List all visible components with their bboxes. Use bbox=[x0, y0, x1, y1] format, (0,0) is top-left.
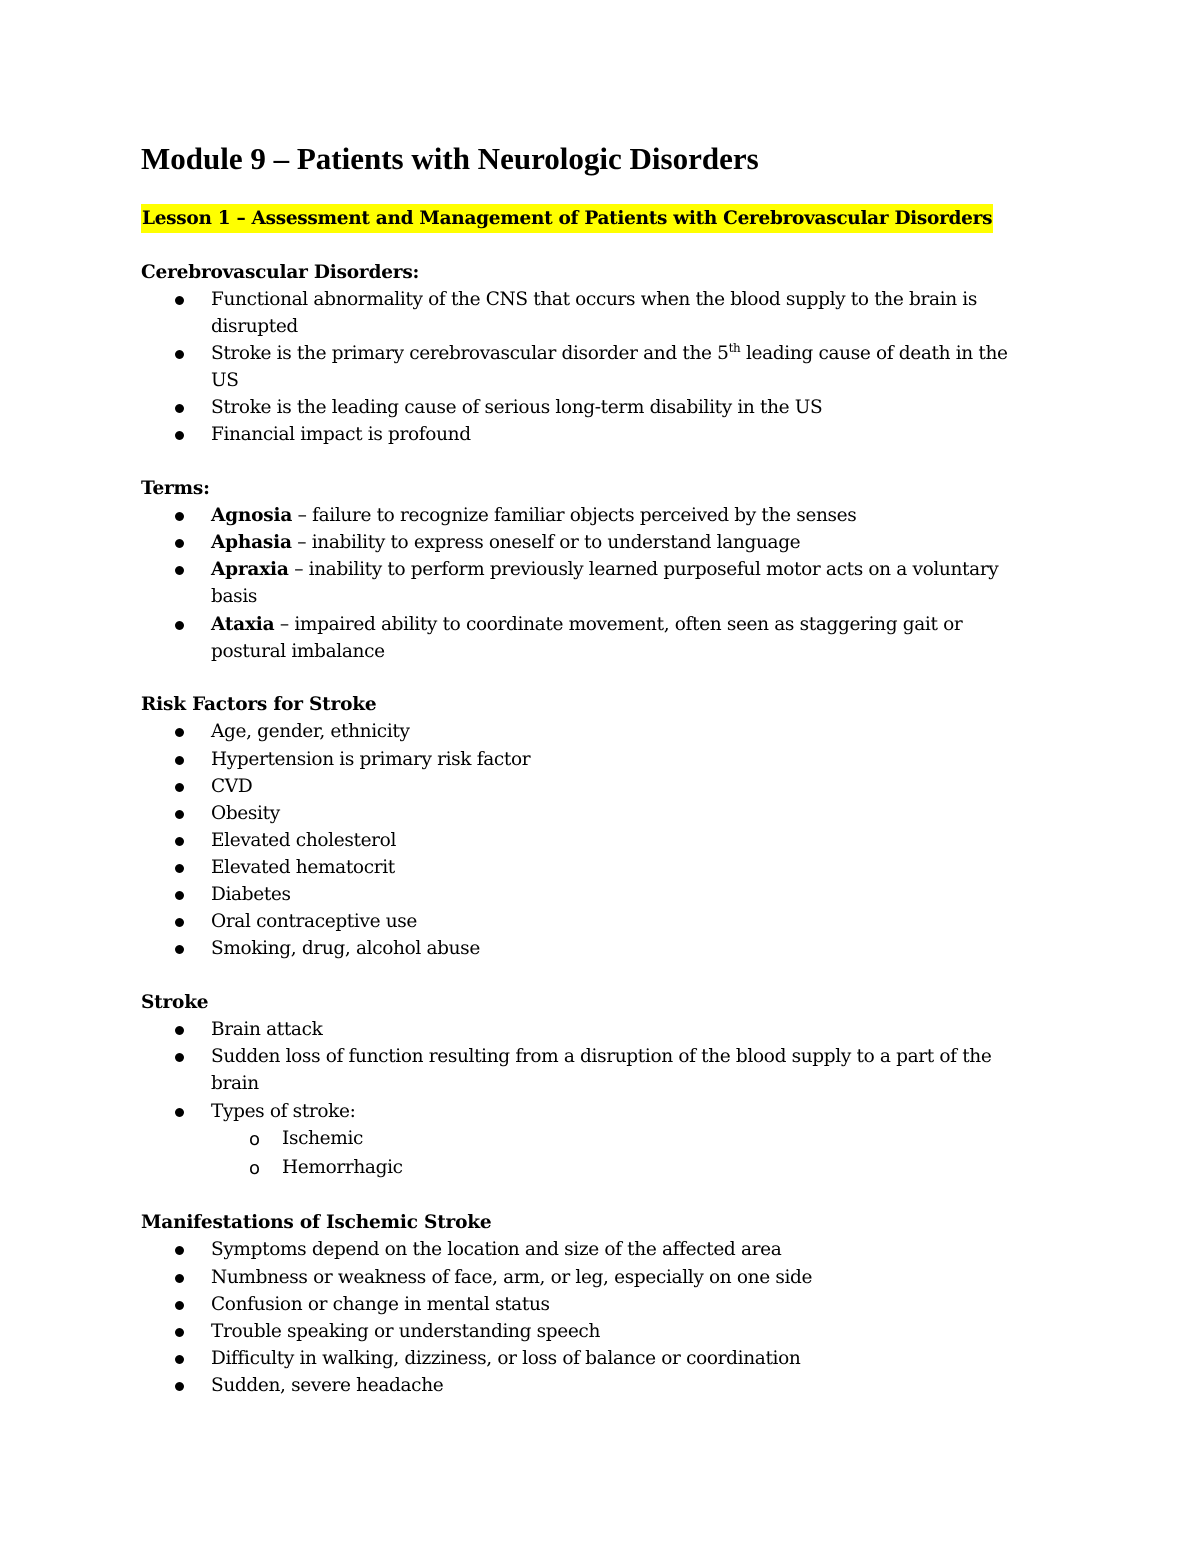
bullet-icon bbox=[175, 1274, 187, 1286]
bullet-icon bbox=[175, 296, 187, 308]
bullet-icon bbox=[175, 566, 187, 578]
list-item: Confusion or change in mental status bbox=[211, 1294, 550, 1315]
sub-list-item: Ischemic bbox=[282, 1128, 364, 1149]
term-item: Aphasia – inability to express oneself or to understand language bbox=[211, 532, 801, 553]
list-item: Stroke is the primary cerebrovascular disorder and the 5th leading cause of death in the US bbox=[211, 341, 1008, 391]
term-item: Agnosia – failure to recognize familiar objects perceived by the senses bbox=[211, 505, 857, 526]
section-heading-stroke: Stroke bbox=[141, 992, 209, 1013]
bullet-icon bbox=[175, 512, 187, 524]
bullet-icon bbox=[175, 728, 187, 740]
list-item: Obesity bbox=[211, 803, 280, 824]
list-item: Elevated cholesterol bbox=[211, 830, 397, 851]
section-heading-risk-factors: Risk Factors for Stroke bbox=[141, 694, 377, 715]
list-item: Brain attack bbox=[211, 1019, 323, 1040]
bullet-icon bbox=[175, 1246, 187, 1258]
bullet-icon bbox=[175, 1053, 187, 1065]
bullet-icon bbox=[175, 431, 187, 443]
list-item: Trouble speaking or understanding speech bbox=[211, 1321, 601, 1342]
list-item: Smoking, drug, alcohol abuse bbox=[211, 938, 480, 959]
list-item: Financial impact is profound bbox=[211, 424, 471, 445]
list-item: Elevated hematocrit bbox=[211, 857, 395, 878]
bullet-icon bbox=[175, 891, 187, 903]
list-item: Difficulty in walking, dizziness, or loss of balance or coordination bbox=[211, 1348, 801, 1369]
list-item: Diabetes bbox=[211, 884, 291, 905]
list-item: CVD bbox=[211, 776, 253, 797]
section-heading-terms: Terms: bbox=[141, 478, 210, 499]
bullet-icon bbox=[175, 1382, 187, 1394]
term-item: Apraxia – inability to perform previously learned purposeful motor acts on a voluntary basis bbox=[211, 559, 999, 607]
bullet-icon bbox=[175, 1301, 187, 1313]
term-item: Ataxia – impaired ability to coordinate movement, often seen as staggering gait or postural imbalance bbox=[211, 614, 963, 662]
section-heading-cerebrovascular: Cerebrovascular Disorders: bbox=[141, 262, 420, 283]
bullet-icon bbox=[175, 621, 187, 633]
list-item: Stroke is the leading cause of serious long-term disability in the US bbox=[211, 397, 823, 418]
bullet-icon bbox=[175, 783, 187, 795]
bullet-icon bbox=[175, 918, 187, 930]
bullet-icon bbox=[175, 756, 187, 768]
list-item: Functional abnormality of the CNS that occurs when the blood supply to the brain is disrupted bbox=[211, 289, 978, 337]
page-title: Module 9 – Patients with Neurologic Disorders bbox=[141, 141, 759, 176]
list-item: Sudden, severe headache bbox=[211, 1375, 444, 1396]
bullet-icon bbox=[175, 404, 187, 416]
sub-bullet-marker: o bbox=[249, 1129, 261, 1150]
bullet-icon bbox=[175, 1026, 187, 1038]
list-item: Sudden loss of function resulting from a disruption of the blood supply to a part of the brain bbox=[211, 1046, 992, 1094]
list-item: Hypertension is primary risk factor bbox=[211, 749, 531, 770]
list-item: Oral contraceptive use bbox=[211, 911, 417, 932]
bullet-icon bbox=[175, 837, 187, 849]
sub-bullet-marker: o bbox=[249, 1158, 261, 1179]
list-item: Types of stroke: bbox=[211, 1101, 356, 1122]
list-item: Age, gender, ethnicity bbox=[211, 721, 410, 742]
sub-list-item: Hemorrhagic bbox=[282, 1157, 403, 1178]
section-heading-manifestations: Manifestations of Ischemic Stroke bbox=[141, 1212, 492, 1233]
bullet-icon bbox=[175, 810, 187, 822]
bullet-icon bbox=[175, 945, 187, 957]
lesson-heading-highlighted: Lesson 1 – Assessment and Management of Patients with Cerebrovascular Disorders bbox=[141, 204, 993, 233]
bullet-icon bbox=[175, 864, 187, 876]
bullet-icon bbox=[175, 350, 187, 362]
list-item: Symptoms depend on the location and size of the affected area bbox=[211, 1239, 782, 1260]
bullet-icon bbox=[175, 1108, 187, 1120]
list-item: Numbness or weakness of face, arm, or leg, especially on one side bbox=[211, 1267, 813, 1288]
bullet-icon bbox=[175, 1355, 187, 1367]
bullet-icon bbox=[175, 539, 187, 551]
bullet-icon bbox=[175, 1328, 187, 1340]
